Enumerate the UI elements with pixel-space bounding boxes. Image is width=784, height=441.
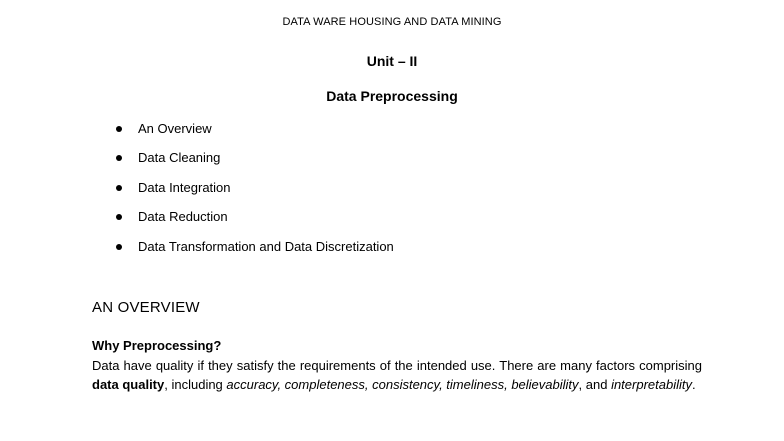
list-item-label: Data Integration — [138, 179, 231, 195]
paragraph-text: . — [692, 377, 696, 392]
paragraph-text: , and — [578, 377, 612, 392]
bullet-icon — [116, 155, 122, 161]
unit-title: Unit – II — [366, 53, 418, 69]
bullet-icon — [116, 185, 122, 191]
list-item — [114, 208, 394, 237]
list-item-label: Data Reduction — [138, 209, 228, 225]
body-paragraph — [92, 356, 702, 394]
paragraph-text: Data have quality if they satisfy the requirements of the intended use. There are many factors comprising — [92, 358, 702, 373]
paragraph-italic-terms: accuracy, completeness, consistency, timeliness, believability — [226, 377, 579, 392]
list-item — [114, 238, 394, 267]
section-heading: AN OVERVIEW — [92, 299, 200, 316]
bullet-icon — [116, 126, 122, 132]
paragraph-text: , including — [164, 377, 227, 392]
list-item-label: Data Cleaning — [138, 150, 221, 166]
list-item — [114, 179, 394, 208]
contents-list — [114, 120, 394, 267]
list-item-label: An Overview — [138, 121, 212, 136]
paragraph-italic-term: interpretability — [611, 377, 692, 392]
list-item-label: Data Transformation and Data Discretization — [138, 238, 394, 254]
topic-title: Data Preprocessing — [326, 88, 458, 104]
course-title: DATA WARE HOUSING AND DATA MINING — [282, 16, 502, 28]
list-item — [114, 149, 394, 178]
subheading: Why Preprocessing? — [92, 338, 222, 353]
bullet-icon — [116, 214, 122, 220]
list-item — [114, 120, 394, 149]
bullet-icon — [116, 244, 122, 250]
paragraph-bold-term: data quality — [92, 377, 165, 392]
